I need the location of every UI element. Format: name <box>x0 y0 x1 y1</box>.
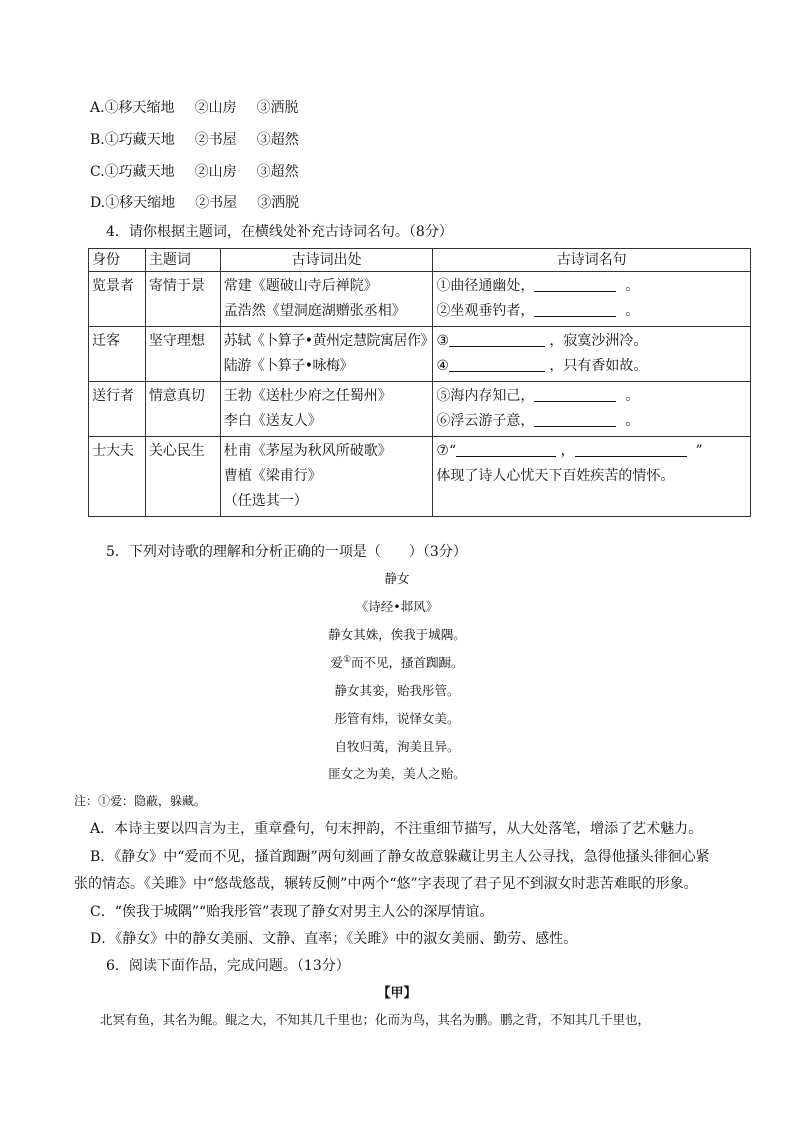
verse-line <box>436 274 747 299</box>
verse-line <box>436 439 747 464</box>
cell-theme: 寄情于景 <box>145 272 220 327</box>
option-blank2: ②山房 <box>194 100 237 116</box>
poem-line: 静女其姝，俟我于城隅。 <box>328 627 466 642</box>
cell-source <box>220 272 433 327</box>
fill-blank[interactable] <box>575 442 687 457</box>
fill-blank[interactable] <box>534 302 616 317</box>
verse-prefix: ⑥浮云游子意， <box>436 413 535 429</box>
option-blank2: ②山房 <box>194 164 237 180</box>
source-line: 李白《送友人》 <box>223 413 322 429</box>
option-c <box>90 161 299 181</box>
cell-source <box>220 327 433 382</box>
verse-line <box>436 299 747 324</box>
fill-blank[interactable] <box>456 442 556 457</box>
source-line: （任选其一） <box>223 493 308 509</box>
verse-prefix: ③ <box>436 333 449 349</box>
verse-line <box>436 354 747 379</box>
poetry-table <box>88 248 751 517</box>
option-a <box>90 97 299 117</box>
verse-prefix: ①曲径通幽处， <box>436 278 535 294</box>
table-row <box>89 382 751 437</box>
source-line: 杜甫《茅屋为秋风所破歌》 <box>223 443 392 459</box>
option-blank1: ①巧藏天地 <box>104 164 175 180</box>
source-line: 常建《题破山寺后禅院》 <box>223 278 378 294</box>
cell-verse <box>433 382 751 437</box>
question-6-stem: 6．阅读下面作品，完成问题。（13分） <box>106 958 350 974</box>
option-label: B. <box>90 132 105 148</box>
source-line: 苏轼《卜算子•黄州定慧院寓居作》 <box>223 333 435 349</box>
footnote-marker: ① <box>342 654 352 665</box>
source-line: 孟浩然《望洞庭湖赠张丞相》 <box>223 303 406 319</box>
fill-blank[interactable] <box>534 387 616 402</box>
option-d <box>90 192 299 212</box>
cell-identity: 迁客 <box>89 327 146 382</box>
verse-prefix: ④ <box>436 358 449 374</box>
header-source: 古诗词出处 <box>220 249 433 272</box>
verse-line <box>436 409 747 434</box>
option-blank2: ②书屋 <box>195 195 238 211</box>
prose-line: 北冥有鱼，其名为鲲。鲲之大，不知其几千里也；化而为鸟，其名为鹏。鹏之背，不知其几千里也， <box>100 1012 651 1027</box>
cell-theme: 坚守理想 <box>145 327 220 382</box>
option-blank3: ③超然 <box>256 164 299 180</box>
verse-suffix: 。 <box>625 413 640 429</box>
poem-line <box>0 653 794 671</box>
poem-note: 注：①爱：隐蔽，躲藏。 <box>74 794 207 808</box>
option-blank3: ③洒脱 <box>256 100 299 116</box>
poem-source: 《诗经•邶风》 <box>355 599 439 614</box>
option-blank1: ①移天缩地 <box>105 195 176 211</box>
cell-identity: 士大夫 <box>89 437 146 517</box>
option-b <box>90 129 299 149</box>
fill-blank[interactable] <box>449 357 545 372</box>
option-blank2: ②书屋 <box>194 132 237 148</box>
poem-line: 自牧归荑，洵美且异。 <box>334 739 460 754</box>
answer-c: C．“俟我于城隅”“贻我彤管”表现了静女对男主人公的深厚情谊。 <box>90 904 494 920</box>
table-row <box>89 327 751 382</box>
verse-line: 体现了诗人心忧天下百姓疾苦的情怀。 <box>436 468 675 484</box>
section-label: 【甲】 <box>377 986 417 1001</box>
option-label: C. <box>90 164 105 180</box>
source-line: 陆游《卜算子•咏梅》 <box>223 358 354 374</box>
poem-line: 彤管有炜，说怿女美。 <box>334 711 460 726</box>
poem-word: 而不见，搔首踟蹰。 <box>351 655 464 670</box>
cell-theme: 关心民生 <box>145 437 220 517</box>
fill-blank[interactable] <box>449 332 545 347</box>
source-line: 王勃《送杜少府之任蜀州》 <box>223 388 392 404</box>
verse-suffix: ，寂寞沙洲冷。 <box>549 333 648 349</box>
question-4-stem: 4．请你根据主题词，在横线处补充古诗词名句。（8分） <box>106 224 453 240</box>
verse-suffix: ，只有香如故。 <box>549 358 648 374</box>
header-identity: 身份 <box>89 249 146 272</box>
cell-verse <box>433 437 751 517</box>
answer-a: A．本诗主要以四言为主，重章叠句，句末押韵，不注重细节描写，从大处落笔，增添了艺术魅力。 <box>90 821 703 837</box>
fill-blank[interactable] <box>534 277 616 292</box>
table-row <box>89 437 751 517</box>
verse-suffix: ” <box>695 443 703 459</box>
question-5-stem: 5．下列对诗歌的理解和分析正确的一项是（ ）（3分） <box>106 544 467 560</box>
cell-source <box>220 382 433 437</box>
verse-separator: ， <box>560 443 575 459</box>
verse-suffix: 。 <box>625 388 640 404</box>
fill-blank[interactable] <box>534 412 616 427</box>
cell-source <box>220 437 433 517</box>
answer-b-continued: 张的情态。《关雎》中“悠哉悠哉，辗转反侧”中两个“悠”字表现了君子见不到淑女时悲苦难眠的形象。 <box>74 876 698 892</box>
cell-identity: 览景者 <box>89 272 146 327</box>
cell-verse <box>433 327 751 382</box>
verse-prefix: ⑤海内存知己， <box>436 388 535 404</box>
verse-prefix: ②坐观垂钓者， <box>436 303 535 319</box>
poem-line: 匪女之为美，美人之贻。 <box>328 766 466 781</box>
poem-title: 静女 <box>384 571 410 586</box>
verse-line <box>436 384 747 409</box>
poem-line: 静女其娈，贻我彤管。 <box>334 683 460 698</box>
option-label: A. <box>90 100 105 116</box>
header-verse: 古诗词名句 <box>433 249 751 272</box>
verse-suffix: 。 <box>625 278 640 294</box>
cell-verse <box>433 272 751 327</box>
answer-b: B．《静女》中“爱而不见，搔首踟蹰”两句刻画了静女故意躲藏让男主人公寻找，急得他搔头徘徊心紧 <box>90 849 710 865</box>
header-theme: 主题词 <box>145 249 220 272</box>
answer-d: D．《静女》中的静女美丽、文静、直率；《关雎》中的淑女美丽、勤劳、感性。 <box>90 931 578 947</box>
verse-line <box>436 329 747 354</box>
option-blank3: ③洒脱 <box>257 195 300 211</box>
cell-identity: 送行者 <box>89 382 146 437</box>
verse-prefix: ⑦“ <box>436 443 457 459</box>
table-header-row <box>89 249 751 272</box>
source-line: 曹植《梁甫行》 <box>223 468 322 484</box>
table-row <box>89 272 751 327</box>
verse-suffix: 。 <box>625 303 640 319</box>
poem-word: 爱 <box>330 655 343 670</box>
option-label: D. <box>90 195 106 211</box>
cell-theme: 情意真切 <box>145 382 220 437</box>
option-blank1: ①巧藏天地 <box>104 132 175 148</box>
option-blank3: ③超然 <box>256 132 299 148</box>
option-blank1: ①移天缩地 <box>104 100 175 116</box>
